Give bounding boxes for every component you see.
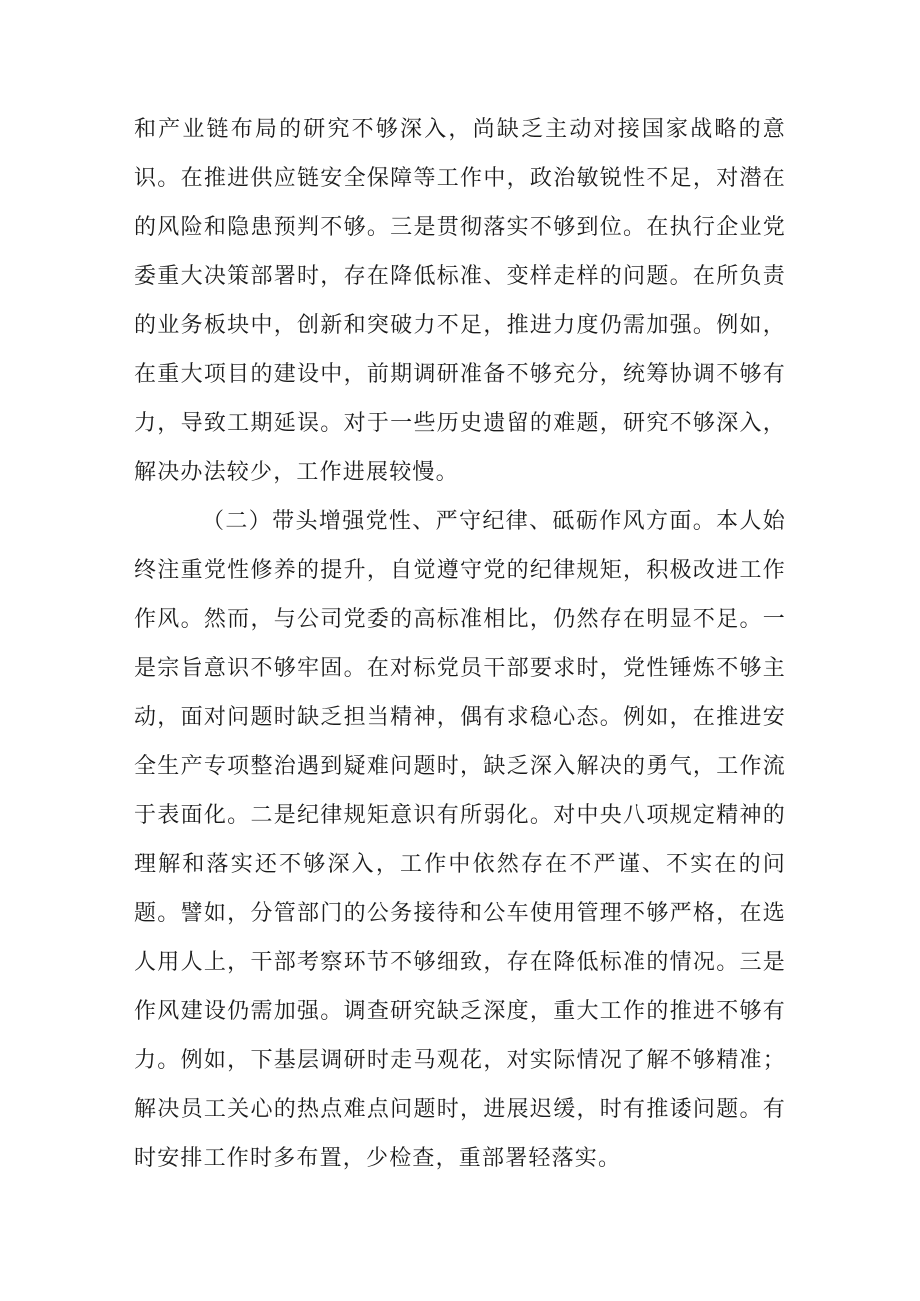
- document-body: [134, 105, 786, 1183]
- paragraph-section-2: （二）带头增强党性、严守纪律、砥砺作风方面。本人始终注重党性修养的提升，自觉遵守党的纪律规矩，积极改进工作作风。然而，与公司党委的高标准相比，仍然存在明显不足。一是宗旨意识不够牢固。在对标党员干部要求时，党性锤炼不够主动，面对问题时缺乏担当精神，偶有求稳心态。例如，在推进安全生产专项整治遇到疑难问题时，缺乏深入解决的勇气，工作流于表面化。二是纪律规矩意识有所弱化。对中央八项规定精神的理解和落实还不够深入，工作中依然存在不严谨、不实在的问题。譬如，分管部门的公务接待和公车使用管理不够严格，在选人用人上，干部考察环节不够细致，存在降低标准的情况。三是作风建设仍需加强。调查研究缺乏深度，重大工作的推进不够有力。例如，下基层调研时走马观花，对实际情况了解不够精准；解决员工关心的热点难点问题时，进展迟缓，时有推诿问题。有时安排工作时多布置，少检查，重部署轻落实。: [134, 509, 786, 1171]
- paragraph-continuation: 和产业链布局的研究不够深入，尚缺乏主动对接国家战略的意识。在推进供应链安全保障等工作中，政治敏锐性不足，对潜在的风险和隐患预判不够。三是贯彻落实不够到位。在执行企业党委重大决策部署时，存在降低标准、变样走样的问题。在所负责的业务板块中，创新和突破力不足，推进力度仍需加强。例如，在重大项目的建设中，前期调研准备不够充分，统筹协调不够有力，导致工期延误。对于一些历史遗留的难题，研究不够深入，解决办法较少，工作进展较慢。: [134, 117, 786, 485]
